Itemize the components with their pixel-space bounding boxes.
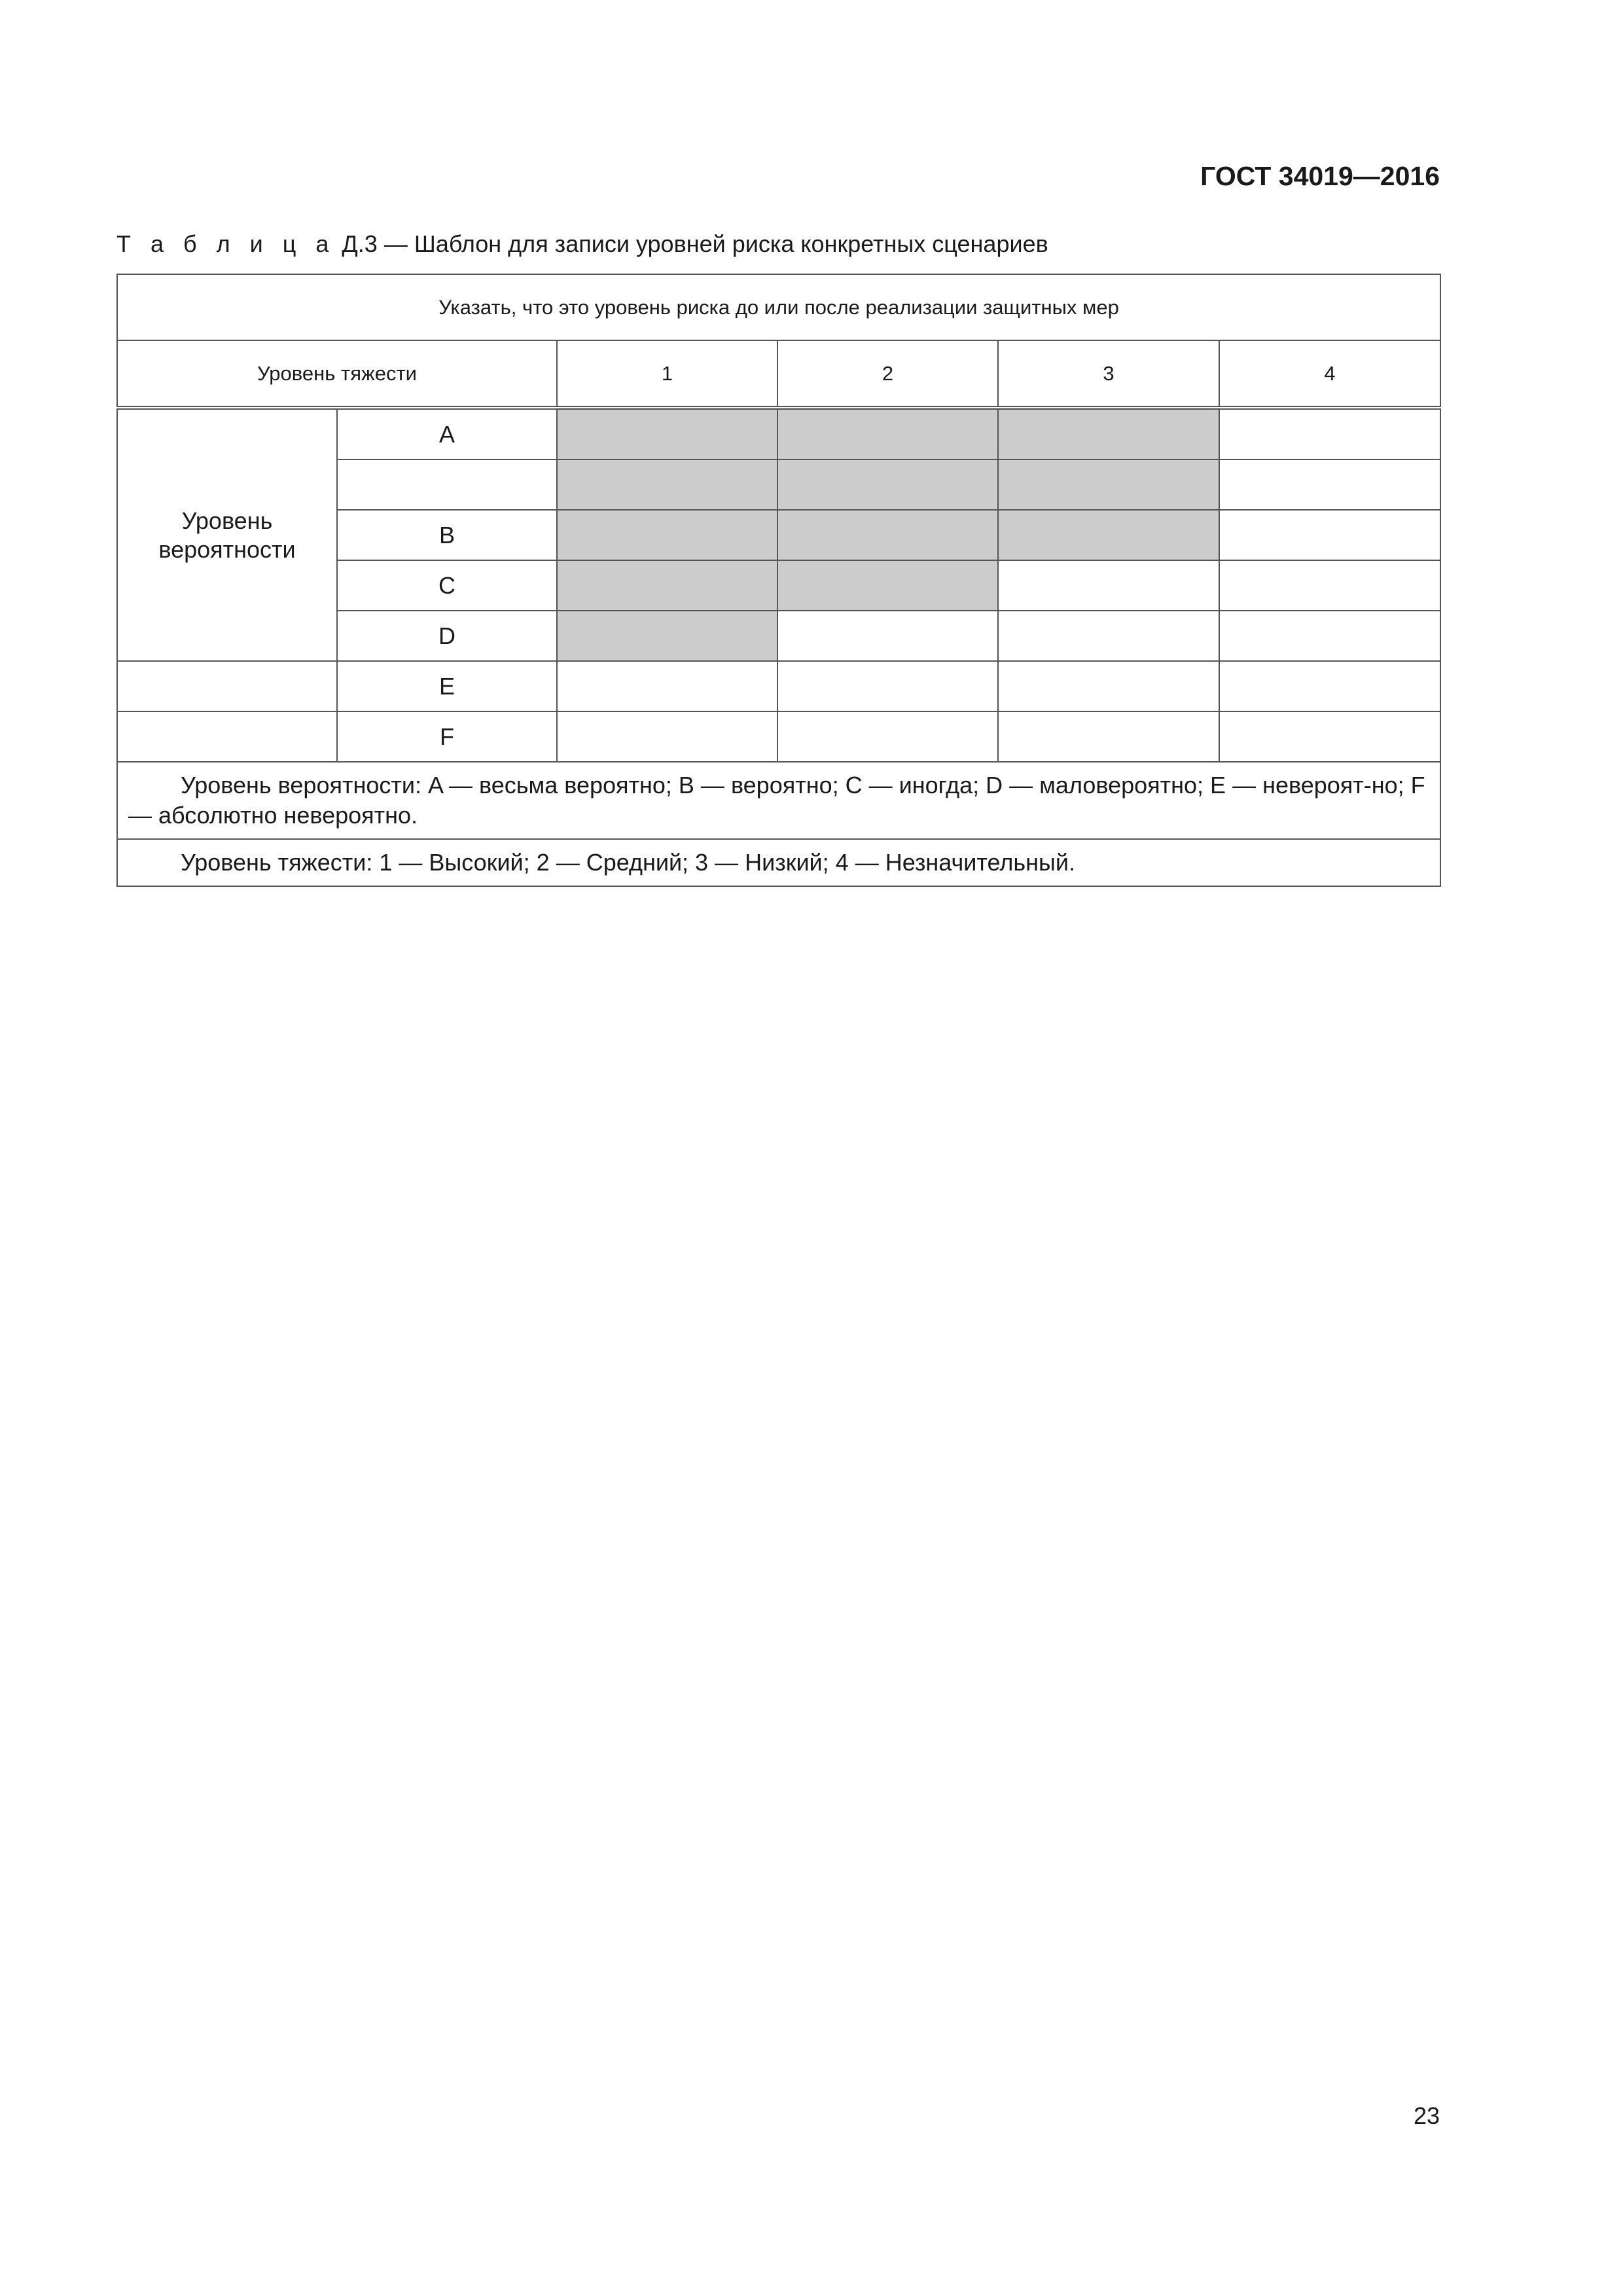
risk-cell (1219, 711, 1440, 762)
probability-row (117, 711, 1440, 762)
table-caption (116, 229, 1425, 259)
legend-probability-row (117, 762, 1440, 839)
severity-header-row (117, 340, 1440, 408)
probability-label-cell: Уровень вероятности (117, 408, 337, 661)
probability-level-cell: B (337, 510, 557, 560)
probability-row (117, 661, 1440, 711)
risk-cell (777, 408, 998, 459)
probability-level-cell: C (337, 560, 557, 611)
severity-level-cell: 1 (557, 340, 777, 408)
risk-cell (777, 661, 998, 711)
risk-cell (777, 611, 998, 661)
probability-level-cell: E (337, 661, 557, 711)
risk-cell (1219, 408, 1440, 459)
table-caption-label: Т а б л и ц а (116, 230, 336, 257)
severity-level-cell: 4 (1219, 340, 1440, 408)
probability-row (117, 408, 1440, 459)
risk-cell (998, 611, 1219, 661)
legend-severity-row (117, 839, 1440, 886)
risk-cell (557, 611, 777, 661)
legend-severity: Уровень тяжести: 1 — Высокий; 2 — Средний; 3 — Низкий; 4 — Незначительный. (117, 839, 1440, 886)
severity-level-cell: 3 (998, 340, 1219, 408)
risk-cell (1219, 611, 1440, 661)
risk-cell (557, 711, 777, 762)
legend-probability: Уровень вероятности: A — весьма вероятно; B — вероятно; C — иногда; D — маловероятно; E — невероят-но; F — абсолютно невероятно. (117, 762, 1440, 839)
risk-cell (777, 711, 998, 762)
table-caption-text: — Шаблон для записи уровней риска конкретных сценариев (383, 230, 1048, 257)
risk-cell (557, 661, 777, 711)
page-number: 23 (1413, 2102, 1440, 2129)
risk-cell (777, 510, 998, 560)
document-standard-number: ГОСТ 34019—2016 (1200, 161, 1440, 191)
risk-cell (998, 661, 1219, 711)
empty-label-cell (117, 661, 337, 711)
risk-cell (998, 408, 1219, 459)
risk-cell (998, 510, 1219, 560)
risk-cell (557, 459, 777, 510)
risk-cell (777, 560, 998, 611)
probability-level-cell: A (337, 408, 557, 459)
risk-cell (998, 459, 1219, 510)
severity-level-cell: 2 (777, 340, 998, 408)
probability-level-cell: F (337, 711, 557, 762)
severity-label-cell: Уровень тяжести (117, 340, 557, 408)
risk-cell (1219, 661, 1440, 711)
table-caption-number: Д.3 (342, 230, 378, 257)
empty-label-cell (117, 711, 337, 762)
risk-cell (557, 510, 777, 560)
risk-cell (998, 560, 1219, 611)
risk-cell (557, 408, 777, 459)
risk-cell (557, 560, 777, 611)
risk-cell (1219, 510, 1440, 560)
top-note-cell: Указать, что это уровень риска до или после реализации защитных мер (117, 274, 1440, 340)
probability-level-cell (337, 459, 557, 510)
risk-cell (1219, 459, 1440, 510)
risk-cell (777, 459, 998, 510)
probability-level-cell: D (337, 611, 557, 661)
risk-level-table (116, 274, 1441, 887)
table-top-note-row (117, 274, 1440, 340)
risk-cell (1219, 560, 1440, 611)
risk-cell (998, 711, 1219, 762)
